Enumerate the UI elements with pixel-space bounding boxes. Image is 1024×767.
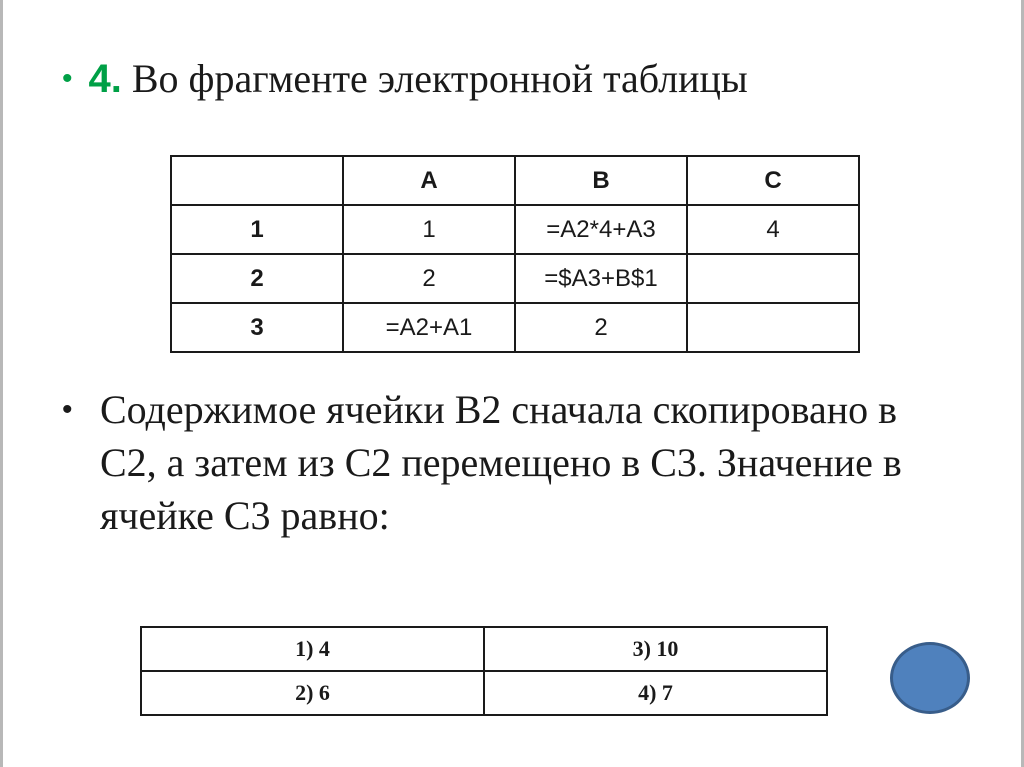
column-header-c: C	[687, 156, 859, 205]
answer-option-3[interactable]: 3) 10	[484, 627, 827, 671]
slide-title	[62, 55, 748, 103]
answer-option-2[interactable]: 2) 6	[141, 671, 484, 715]
title-text: Во фрагменте электронной таблицы	[131, 56, 748, 101]
cell-b2: =$A3+B$1	[515, 254, 687, 303]
title-bullet: •	[62, 62, 73, 95]
answer-options	[140, 626, 828, 716]
answer-row-2	[141, 671, 827, 715]
task-number: 4.	[88, 57, 122, 101]
cell-c2	[687, 254, 859, 303]
answer-row-1	[141, 627, 827, 671]
spreadsheet-row-3	[171, 303, 859, 352]
spreadsheet-fragment	[170, 155, 860, 353]
question-text: Содержимое ячейки B2 сначала скопировано в C2, а затем из C2 перемещено в C3. Значение в ячейке C3 равно:	[100, 387, 902, 538]
cell-c1: 4	[687, 205, 859, 254]
cell-a1: 1	[343, 205, 515, 254]
slide-left-border	[0, 0, 3, 767]
answer-option-1[interactable]: 1) 4	[141, 627, 484, 671]
spreadsheet-row-1	[171, 205, 859, 254]
row-header-1: 1	[171, 205, 343, 254]
answer-option-4[interactable]: 4) 7	[484, 671, 827, 715]
cell-c3	[687, 303, 859, 352]
question-block	[62, 383, 962, 542]
row-header-3: 3	[171, 303, 343, 352]
navigation-circle-button[interactable]	[890, 642, 970, 714]
cell-a2: 2	[343, 254, 515, 303]
question-bullet: •	[62, 393, 73, 426]
column-header-a: A	[343, 156, 515, 205]
column-header-b: B	[515, 156, 687, 205]
cell-a3: =A2+A1	[343, 303, 515, 352]
spreadsheet-row-2	[171, 254, 859, 303]
cell-b3: 2	[515, 303, 687, 352]
header-corner-cell	[171, 156, 343, 205]
row-header-2: 2	[171, 254, 343, 303]
cell-b1: =A2*4+A3	[515, 205, 687, 254]
spreadsheet-header-row	[171, 156, 859, 205]
